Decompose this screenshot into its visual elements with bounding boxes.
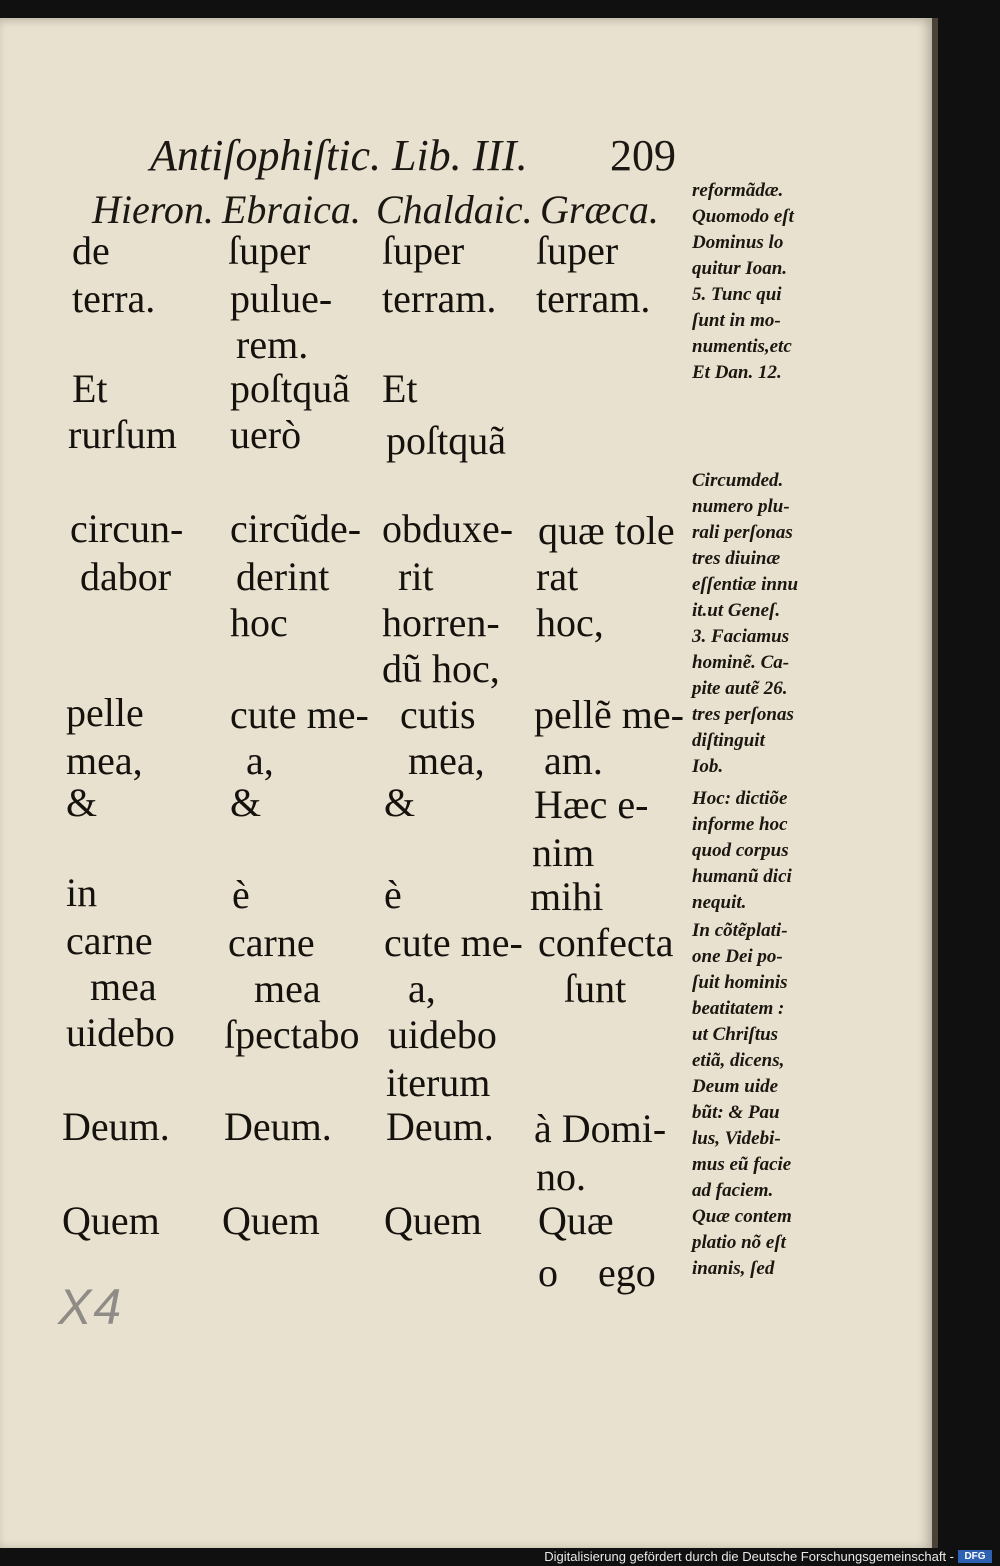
margin-note-line: informe hoc <box>692 814 788 835</box>
hieron-cell: carne <box>66 918 153 963</box>
hieron-cell: mea <box>90 964 157 1009</box>
ebraica-cell: è <box>232 872 250 917</box>
margin-note-line: diſtinguit <box>692 730 765 751</box>
margin-note-4 <box>692 918 792 1282</box>
ebraica-cell: carne <box>228 920 315 965</box>
running-head-title: Antiſophiſtic. Lib. III. <box>150 131 528 180</box>
margin-note-line: tres diuinæ <box>692 548 781 569</box>
margin-note-line: ut Chriſtus <box>692 1024 779 1045</box>
ebraica-cell: circũde- <box>230 506 362 551</box>
footer-credit: Digitalisierung gefördert durch die Deutsche Forschungsgemeinschaft - <box>544 1549 954 1564</box>
margin-note-2 <box>692 468 798 780</box>
chaldaic-cell: poſtquã <box>386 418 506 463</box>
chaldaic-cell: è <box>384 872 402 917</box>
chaldaic-cell: cute me- <box>384 920 523 965</box>
margin-note-line: hominẽ. Ca- <box>692 652 790 673</box>
ebraica-cell: pulue- <box>230 276 333 321</box>
ebraica-cell: Deum. <box>224 1104 332 1149</box>
page-edge <box>932 18 938 1548</box>
margin-note-line: Hoc: dictiõe <box>692 788 788 809</box>
chaldaic-cell: Et <box>382 366 418 411</box>
ebraica-cell: poſtquã <box>230 366 350 411</box>
chaldaic-cell: dũ hoc, <box>382 646 500 691</box>
margin-note-line: nequit. <box>692 892 747 913</box>
graeca-cell: pellẽ me- <box>534 692 684 737</box>
margin-note-line: numentis,etc <box>692 336 792 357</box>
chaldaic-cell: uidebo <box>388 1012 497 1057</box>
margin-note-line: numero plu- <box>692 496 790 517</box>
chaldaic-cell: ſuper <box>382 228 465 273</box>
margin-note-line: Circumded. <box>692 470 784 491</box>
chaldaic-cell: cutis <box>400 692 476 737</box>
column-heading-hieron: Hieron. <box>92 187 214 232</box>
chaldaic-cell: Deum. <box>386 1104 494 1149</box>
hieron-cell: rurſum <box>68 412 177 457</box>
hieron-cell: uidebo <box>66 1010 175 1055</box>
margin-note-line: pite autẽ 26. <box>692 678 788 699</box>
hieron-cell: Quem <box>62 1198 160 1243</box>
page-number: 209 <box>610 131 676 180</box>
pencil-mark: X4 <box>58 1279 124 1335</box>
hieron-cell: circun- <box>70 506 184 551</box>
margin-note-line: Quomodo eſt <box>692 206 794 227</box>
chaldaic-cell: obduxe- <box>382 506 514 551</box>
ebraica-cell: & <box>230 780 262 825</box>
margin-note-3 <box>692 786 792 916</box>
dfg-logo: DFG <box>958 1550 992 1563</box>
chaldaic-cell: iterum <box>386 1060 491 1105</box>
graeca-cell: mihi <box>530 874 604 919</box>
column-heading-chaldaic: Chaldaic. <box>376 187 533 232</box>
margin-note-line: reformãdæ. <box>692 180 784 201</box>
graeca-cell: rat <box>536 554 579 599</box>
margin-note-line: ſunt in mo- <box>692 310 781 331</box>
graeca-cell: quæ tole <box>538 508 675 553</box>
graeca-cell: no. <box>536 1154 586 1199</box>
ebraica-cell: hoc <box>230 600 288 645</box>
margin-note-line: beatitatem : <box>692 998 785 1019</box>
margin-note-line: Dominus lo <box>692 232 784 253</box>
margin-note-line: In cõtẽplati- <box>692 920 788 941</box>
margin-note-line: Iob. <box>692 756 724 777</box>
ebraica-cell: ſuper <box>228 228 311 273</box>
hieron-cell: de <box>72 228 110 273</box>
margin-note-line: tres perſonas <box>692 704 794 725</box>
margin-note-line: 3. Faciamus <box>692 626 790 647</box>
graeca-cell: o ego <box>538 1250 656 1295</box>
margin-note-line: ad faciem. <box>692 1180 774 1201</box>
margin-note-line: Et Dan. 12. <box>692 362 782 383</box>
margin-note-line: quitur Ioan. <box>692 258 788 279</box>
margin-note-line: inanis, ſed <box>692 1258 775 1279</box>
graeca-cell: hoc, <box>536 600 604 645</box>
running-head <box>150 130 690 190</box>
chaldaic-cell: a, <box>408 966 436 1011</box>
hieron-cell: Deum. <box>62 1104 170 1149</box>
graeca-cell: am. <box>544 738 603 783</box>
margin-note-line: quod corpus <box>692 840 789 861</box>
hieron-cell: pelle <box>66 690 144 735</box>
margin-note-line: mus eũ facie <box>692 1154 792 1175</box>
hieron-cell: mea, <box>66 738 143 783</box>
ebraica-cell: mea <box>254 966 321 1011</box>
chaldaic-cell: rit <box>398 554 434 599</box>
graeca-cell: nim <box>532 830 595 875</box>
graeca-cell: Quæ <box>538 1198 614 1243</box>
margin-note-line: platio nõ eſt <box>692 1232 786 1253</box>
graeca-cell: Hæc e- <box>534 782 649 827</box>
ebraica-cell: Quem <box>222 1198 320 1243</box>
chaldaic-cell: Quem <box>384 1198 482 1243</box>
margin-note-line: lus, Videbi- <box>692 1128 781 1149</box>
ebraica-cell: derint <box>236 554 330 599</box>
ebraica-cell: uerò <box>230 412 302 457</box>
margin-note-line: ſuit hominis <box>692 972 788 993</box>
chaldaic-cell: terram. <box>382 276 497 321</box>
hieron-cell: terra. <box>72 276 156 321</box>
margin-note-line: humanũ dici <box>692 866 792 887</box>
graeca-cell: à Domi- <box>534 1106 667 1151</box>
graeca-cell: ſunt <box>564 966 627 1011</box>
margin-note-line: one Dei po- <box>692 946 783 967</box>
hieron-cell: dabor <box>80 554 172 599</box>
column-heading-ebraica: Ebraica. <box>222 187 361 232</box>
margin-note-line: Deum uide <box>692 1076 779 1097</box>
margin-note-line: 5. Tunc qui <box>692 284 782 305</box>
ebraica-cell: cute me- <box>230 692 369 737</box>
hieron-cell: Et <box>72 366 108 411</box>
margin-note-line: etiã, dicens, <box>692 1050 785 1071</box>
graeca-cell: ſuper <box>536 228 619 273</box>
graeca-cell: terram. <box>536 276 651 321</box>
ebraica-cell: ſpectabo <box>224 1012 360 1057</box>
ebraica-cell: a, <box>246 738 274 783</box>
margin-note-line: it.ut Geneſ. <box>692 600 781 621</box>
hieron-cell: in <box>66 870 98 915</box>
column-heading-graeca: Græca. <box>540 187 659 232</box>
chaldaic-cell: & <box>384 780 416 825</box>
margin-note-line: eſſentiæ innu <box>692 574 799 595</box>
margin-note-line: bũt: & Pau <box>692 1102 780 1123</box>
chaldaic-cell: horren- <box>382 600 500 645</box>
margin-note-line: Quæ contem <box>692 1206 792 1227</box>
margin-note-1 <box>692 178 794 386</box>
hieron-cell: & <box>66 780 98 825</box>
graeca-cell: confecta <box>538 920 674 965</box>
margin-note-line: rali perſonas <box>692 522 793 543</box>
ebraica-cell: rem. <box>236 322 309 367</box>
chaldaic-cell: mea, <box>408 738 485 783</box>
